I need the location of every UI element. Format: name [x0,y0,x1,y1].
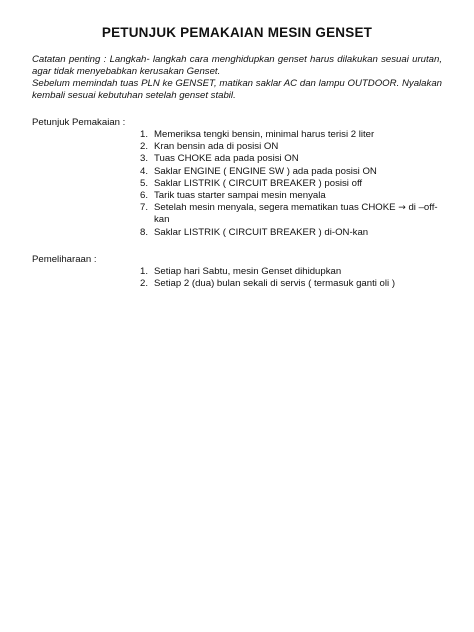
item-number: 4. [140,165,149,177]
list-item [140,153,442,165]
note-paragraph-1: Catatan penting : Langkah- langkah cara menghidupkan genset harus dilakukan sesuai urutan, agar tidak menyebabkan kerusakan Genset. [32,54,442,77]
item-text-before: Setelah mesin menyala, segera mematikan tuas CHOKE [154,202,399,214]
list-item [140,278,442,290]
maintenance-list [32,266,442,290]
list-item [140,166,442,178]
instructions-heading: Petunjuk Pemakaian : [32,117,126,128]
item-text: Setiap 2 (dua) bulan sekali di servis ( termasuk ganti oli ) [154,278,396,290]
item-text: Saklar ENGINE ( ENGINE SW ) ada pada posisi ON [154,165,377,177]
item-number: 1. [140,129,149,140]
note-paragraph-2: Sebelum memindah tuas PLN ke GENSET, matikan saklar AC dan lampu OUTDOOR. Nyalakan kembali sesuai kebutuhan setelah genset stabil. [32,78,442,101]
item-number: 8. [140,226,149,238]
list-item [140,227,442,239]
item-number: 5. [140,177,149,189]
item-number: 3. [140,153,149,165]
item-number: 6. [140,190,149,202]
item-text-after: di –off-kan [154,202,438,226]
item-text: Saklar LISTRIK ( CIRCUIT BREAKER ) di-ON-kan [154,226,369,238]
instructions-list [32,129,442,239]
item-text: Setiap hari Sabtu, mesin Genset dihidupkan [154,265,342,277]
list-item [140,141,442,153]
maintenance-heading: Pemeliharaan : [32,253,97,265]
item-text: Saklar LISTRIK ( CIRCUIT BREAKER ) posisi off [154,177,363,189]
list-item [140,202,442,226]
item-text: Memeriksa tengki bensin, minimal harus terisi 2 liter [154,129,375,140]
list-item [140,129,442,141]
item-number: 7. [140,202,149,214]
list-item [140,190,442,202]
item-text: Tarik tuas starter sampai mesin menyala [154,190,326,202]
page-title: PETUNJUK PEMAKAIAN MESIN GENSET [101,25,373,40]
item-number: 1. [140,265,149,277]
item-text [154,202,442,226]
item-number: 2. [140,141,149,153]
list-item [140,266,442,278]
important-note [32,54,442,102]
arrow-right-icon: → [398,203,406,214]
item-number: 2. [140,278,149,290]
item-text: Kran bensin ada di posisi ON [154,141,279,153]
list-item [140,178,442,190]
item-text: Tuas CHOKE ada pada posisi ON [154,153,299,165]
